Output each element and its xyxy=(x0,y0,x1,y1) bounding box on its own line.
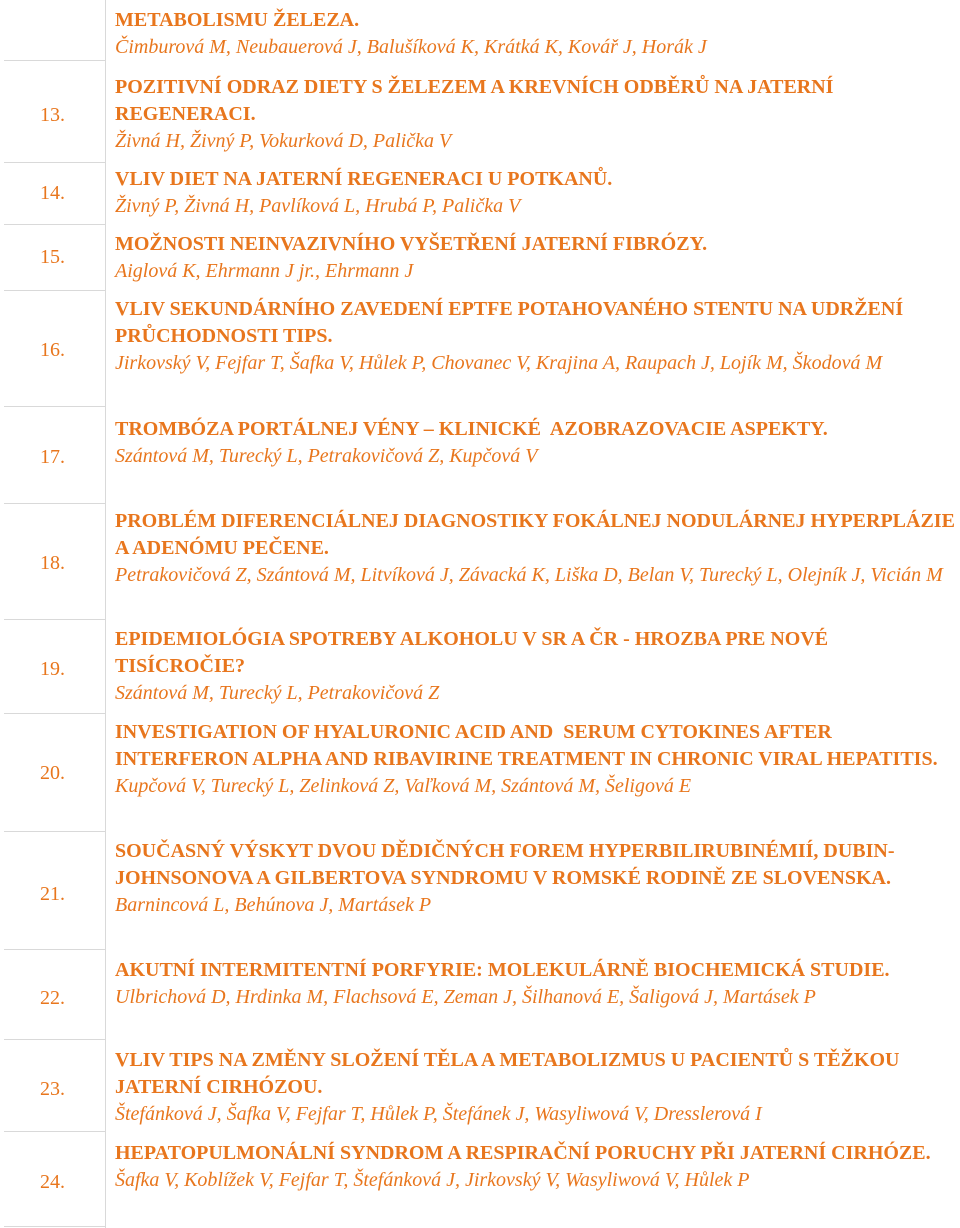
row-divider xyxy=(4,831,105,832)
entry-authors: Jirkovský V, Fejfar T, Šafka V, Hůlek P, Chovanec V, Krajina A, Raupach J, Lojík M, Škodová M xyxy=(115,352,883,374)
entry-title: VLIV DIET NA JATERNÍ REGENERACI U POTKANŮ. xyxy=(115,168,613,190)
entry-title: POZITIVNÍ ODRAZ DIETY S ŽELEZEM A KREVNÍCH ODBĚRŮ NA JATERNÍ REGENERACI. xyxy=(115,76,839,125)
row-number: 23. xyxy=(40,1078,65,1100)
program-entry xyxy=(115,7,955,61)
row-number: 15. xyxy=(40,246,65,268)
row-divider xyxy=(4,406,105,407)
column-divider xyxy=(105,0,106,1228)
row-number: 24. xyxy=(40,1171,65,1193)
row-divider xyxy=(4,290,105,291)
entry-authors: Szántová M, Turecký L, Petrakovičová Z, Kupčová V xyxy=(115,445,538,467)
row-number: 18. xyxy=(40,552,65,574)
entry-title: VLIV TIPS NA ZMĚNY SLOŽENÍ TĚLA A METABOLIZMUS U PACIENTŮ S TĚŽKOU JATERNÍ CIRHÓZOU. xyxy=(115,1049,905,1098)
row-number: 17. xyxy=(40,446,65,468)
entry-title: EPIDEMIOLÓGIA SPOTREBY ALKOHOLU V SR A ČR - HROZBA PRE NOVÉ TISÍCROČIE? xyxy=(115,628,833,677)
row-divider xyxy=(4,503,105,504)
entry-title: INVESTIGATION OF HYALURONIC ACID AND SERUM CYTOKINES AFTER INTERFERON ALPHA AND RIBAVIRINE TREATMENT IN CHRONIC VIRAL HEPATITIS. xyxy=(115,721,938,770)
row-divider xyxy=(4,60,105,61)
program-entry xyxy=(115,231,955,285)
entry-authors: Aiglová K, Ehrmann J jr., Ehrmann J xyxy=(115,260,414,282)
program-entry xyxy=(115,957,955,1011)
entry-title: SOUČASNÝ VÝSKYT DVOU DĚDIČNÝCH FOREM HYPERBILIRUBINÉMIÍ, DUBIN-JOHNSONOVA A GILBERTOVA SYNDROMU V ROMSKÉ RODINĚ ZE SLOVENSKA. xyxy=(115,840,895,889)
row-number: 22. xyxy=(40,987,65,1009)
entry-title: METABOLISMU ŽELEZA. xyxy=(115,9,360,31)
program-entry xyxy=(115,1047,955,1128)
row-divider xyxy=(4,224,105,225)
row-number: 16. xyxy=(40,339,65,361)
program-entry xyxy=(115,166,955,220)
entry-authors: Šafka V, Koblížek V, Fejfar T, Štefánková J, Jirkovský V, Wasyliwová V, Hůlek P xyxy=(115,1169,750,1191)
entry-authors: Kupčová V, Turecký L, Zelinková Z, Vaľková M, Szántová M, Šeligová E xyxy=(115,775,692,797)
entry-title: MOŽNOSTI NEINVAZIVNÍHO VYŠETŘENÍ JATERNÍ FIBRÓZY. xyxy=(115,233,708,255)
row-number: 14. xyxy=(40,182,65,204)
row-divider xyxy=(4,949,105,950)
entry-title: VLIV SEKUNDÁRNÍHO ZAVEDENÍ EPTFE POTAHOVANÉHO STENTU NA UDRŽENÍ PRŮCHODNOSTI TIPS. xyxy=(115,298,909,347)
entry-authors: Ulbrichová D, Hrdinka M, Flachsová E, Zeman J, Šilhanová E, Šaligová J, Martásek P xyxy=(115,986,816,1008)
row-divider xyxy=(4,713,105,714)
program-entry xyxy=(115,1140,955,1194)
entry-authors: Živný P, Živná H, Pavlíková L, Hrubá P, Palička V xyxy=(115,195,521,217)
program-entry xyxy=(115,508,959,589)
entry-authors: Čimburová M, Neubauerová J, Balušíková K, Krátká K, Kovář J, Horák J xyxy=(115,36,707,58)
row-divider xyxy=(4,1039,105,1040)
row-divider xyxy=(4,619,105,620)
program-entry xyxy=(115,719,955,800)
program-entry xyxy=(115,626,955,707)
entry-authors: Szántová M, Turecký L, Petrakovičová Z xyxy=(115,682,440,704)
entry-title: HEPATOPULMONÁLNÍ SYNDROM A RESPIRAČNÍ PORUCHY PŘI JATERNÍ CIRHÓZE. xyxy=(115,1142,931,1164)
row-divider xyxy=(4,162,105,163)
entry-title: AKUTNÍ INTERMITENTNÍ PORFYRIE: MOLEKULÁRNĚ BIOCHEMICKÁ STUDIE. xyxy=(115,959,890,981)
row-number: 21. xyxy=(40,883,65,905)
program-entry xyxy=(115,416,955,470)
program-entry xyxy=(115,74,955,155)
entry-title: PROBLÉM DIFERENCIÁLNEJ DIAGNOSTIKY FOKÁLNEJ NODULÁRNEJ HYPERPLÁZIE A ADENÓMU PEČENE. xyxy=(115,510,959,559)
program-entry xyxy=(115,838,955,919)
row-number: 13. xyxy=(40,104,65,126)
entry-authors: Štefánková J, Šafka V, Fejfar T, Hůlek P, Štefánek J, Wasyliwová V, Dresslerová I xyxy=(115,1103,762,1125)
row-number: 20. xyxy=(40,762,65,784)
entry-authors: Petrakovičová Z, Szántová M, Litvíková J, Závacká K, Liška D, Belan V, Turecký L, Olejník J, Vicián M xyxy=(115,564,943,586)
entry-authors: Živná H, Živný P, Vokurková D, Palička V xyxy=(115,130,452,152)
row-divider xyxy=(4,1226,105,1227)
row-divider xyxy=(4,1131,105,1132)
row-number: 19. xyxy=(40,658,65,680)
entry-title: TROMBÓZA PORTÁLNEJ VÉNY – KLINICKÉ AZOBRAZOVACIE ASPEKTY. xyxy=(115,418,828,440)
entry-authors: Barnincová L, Behúnova J, Martásek P xyxy=(115,894,432,916)
program-entry xyxy=(115,296,955,377)
